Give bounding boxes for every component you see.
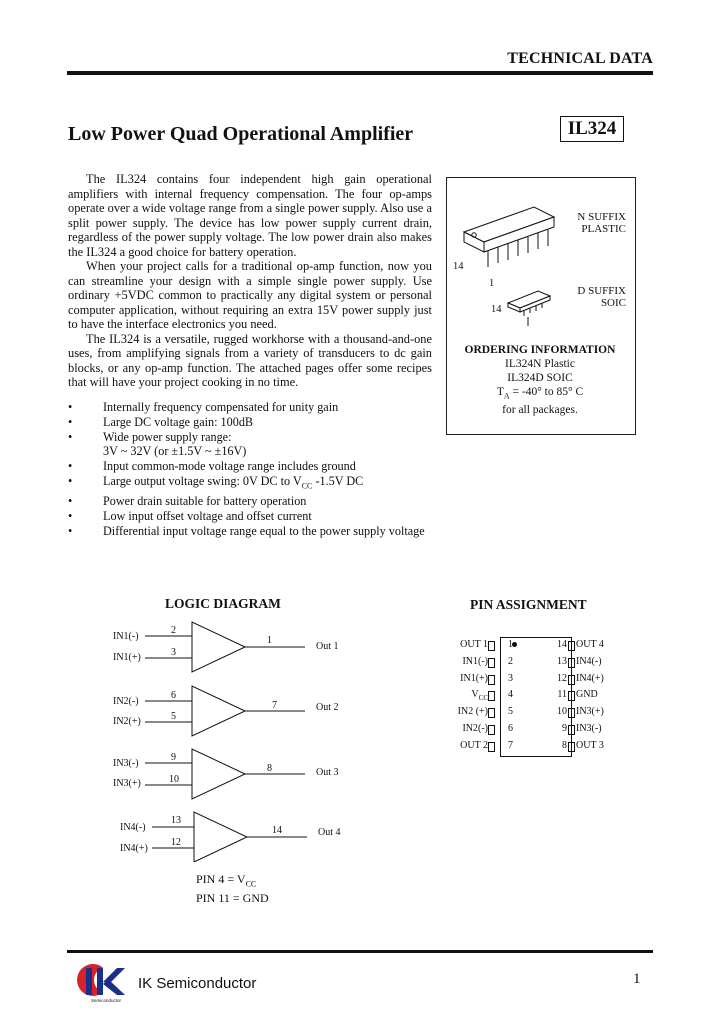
- op-amp-3: [113, 749, 339, 799]
- amp2-in-pos-label: IN2(+): [113, 716, 141, 727]
- amp4-in-neg-label: IN4(-): [120, 822, 146, 833]
- amp2-pin-pos: 5: [171, 711, 176, 722]
- pin-number: 13: [557, 655, 567, 667]
- feature-item: • Differential input voltage range equal to the power supply voltage: [68, 523, 425, 538]
- pin-pad: [568, 742, 575, 752]
- bottom-rule: [67, 950, 653, 953]
- logic-diagram: [110, 612, 370, 862]
- amp4-in-pos-label: IN4(+): [120, 843, 148, 854]
- pin-number: 10: [557, 706, 567, 718]
- pin-name: IN3(+): [576, 706, 604, 718]
- pin-row-right: [556, 672, 626, 686]
- soic-package-icon: [508, 291, 550, 326]
- amp3-pin-out: 8: [267, 763, 272, 774]
- ordering-note: for all packages.: [502, 404, 578, 417]
- pin-name: OUT 1: [460, 639, 488, 650]
- n-suffix-label: N SUFFIX: [577, 211, 626, 223]
- amp2-in-neg-label: IN2(-): [113, 696, 139, 707]
- amp1-out-label: Out 1: [316, 641, 339, 652]
- amp1-in-pos-label: IN1(+): [113, 652, 141, 663]
- amp2-out-label: Out 2: [316, 702, 339, 713]
- ordering-soic: IL324D SOIC: [507, 372, 573, 384]
- top-rule: [67, 71, 653, 75]
- feature-item: • Power drain suitable for battery operation: [68, 494, 307, 509]
- n-suffix-type: PLASTIC: [581, 223, 626, 235]
- description-paragraph: The IL324 contains four independent high gain operational amplifiers with internal frequency compensation. The four op-amps operate over a wide voltage range from a single power supply. Also use a split power supply. The device has low power supply current drain, regardless of the power supply voltage. The low power drain also makes the IL324 a good choice for battery operation.: [68, 172, 432, 259]
- pin-number: 5: [508, 706, 513, 718]
- package-drawings: [446, 177, 634, 342]
- pin-name: OUT 4: [576, 639, 604, 650]
- pin-pad: [568, 708, 575, 718]
- pin-number: 14: [557, 639, 567, 650]
- description: [68, 172, 432, 390]
- amp4-pin-neg: 13: [171, 815, 181, 826]
- pin-row-right: [556, 688, 626, 702]
- dip-package-icon: [464, 207, 554, 267]
- pin-row-left: [440, 722, 513, 736]
- amp3-in-neg-label: IN3(-): [113, 758, 139, 769]
- amp3-pin-neg: 9: [171, 752, 176, 763]
- amp4-pin-pos: 12: [171, 837, 181, 848]
- pin-row-left: [440, 688, 513, 703]
- header-tag: TECHNICAL DATA: [507, 50, 653, 67]
- amp1-in-neg-label: IN1(-): [113, 631, 139, 642]
- pin-row-right: [556, 705, 626, 719]
- amp3-out-label: Out 3: [316, 767, 339, 778]
- op-amp-2: [113, 686, 339, 736]
- pin-name: IN4(-): [576, 655, 602, 667]
- pin-name: GND: [576, 689, 598, 701]
- pin-row-left: [440, 739, 513, 753]
- part-number-box: IL324: [560, 116, 624, 142]
- pin4-note: PIN $4 = V_{CC}$: [196, 872, 257, 889]
- pin-name: IN3(-): [576, 723, 602, 734]
- soic-pin14-label: 14: [491, 304, 502, 315]
- pin-pad: [488, 725, 495, 735]
- pin-number: 7: [508, 739, 513, 751]
- pin-number: 2: [508, 655, 513, 667]
- page-title: Low Power Quad Operational Amplifier: [68, 123, 414, 145]
- pin-row-left: [440, 655, 513, 669]
- pin-number: 4: [508, 689, 513, 701]
- pin-pad: [488, 691, 495, 701]
- pin-pad: [488, 641, 495, 651]
- pin11-note: PIN 11 = GND: [196, 891, 269, 906]
- pin-row-left: [440, 705, 513, 719]
- pin-pad: [568, 725, 575, 735]
- pin-row-right: [556, 739, 626, 753]
- ik-logo-icon: [75, 962, 133, 998]
- d-suffix-label: D SUFFIX: [577, 285, 626, 297]
- pin-name: OUT 3: [576, 739, 604, 751]
- logic-diagram-title: LOGIC DIAGRAM: [165, 596, 281, 611]
- pin-name: OUT 2: [460, 739, 488, 751]
- pin-name: $V_{CC}$: [471, 689, 488, 703]
- amp4-pin-out: 14: [272, 825, 282, 836]
- feature-item: • Large output voltage swing: 0V DC to $V_{CC}$ -1.5V DC: [68, 473, 364, 491]
- pin-pad: [488, 658, 495, 668]
- pin-pad: [568, 641, 575, 651]
- pin-pad: [568, 658, 575, 668]
- pin-pad: [488, 675, 495, 685]
- amp1-pin-out: 1: [267, 635, 272, 646]
- amp3-in-pos-label: IN3(+): [113, 778, 141, 789]
- amp2-pin-neg: 6: [171, 690, 176, 701]
- pin-row-right: [556, 722, 626, 736]
- pin-name: IN4(+): [576, 672, 604, 684]
- dip-pin14-label: 14: [453, 261, 464, 272]
- pin-row-left: [440, 672, 513, 686]
- amp2-pin-out: 7: [272, 700, 277, 711]
- pin-name: IN2 (+): [457, 706, 488, 718]
- pin-pad: [488, 742, 495, 752]
- feature-item: • Large DC voltage gain: 100dB: [68, 414, 254, 429]
- pin-name: IN1(-): [462, 655, 488, 667]
- pin-row-right: [556, 655, 626, 669]
- feature-item: • Input common-mode voltage range includes ground: [68, 459, 356, 474]
- pin-pad: [488, 708, 495, 718]
- pin-number: 6: [508, 723, 513, 734]
- ordering-information: [446, 343, 634, 417]
- d-suffix-type: SOIC: [600, 297, 626, 309]
- op-amp-4: [120, 812, 341, 862]
- ordering-temp-range: $T_A = -40^\circ$ to 85° C: [496, 386, 584, 401]
- logo-subtext: Semiconductor: [91, 998, 122, 1003]
- power-pins-note: [196, 872, 269, 905]
- amp1-pin-neg: 2: [171, 625, 176, 636]
- pin-number: 11: [557, 689, 567, 701]
- pin-number: 1: [508, 639, 513, 650]
- pin-row-left: [440, 638, 513, 652]
- feature-item: • Internally frequency compensated for unity gain: [68, 400, 339, 414]
- company-name: IK Semiconductor: [138, 975, 257, 992]
- pin-number: 8: [562, 739, 567, 751]
- dip-pin1-label: 1: [489, 278, 495, 289]
- pin-number: 9: [562, 723, 567, 734]
- pin-assignment-title: PIN ASSIGNMENT: [470, 597, 587, 612]
- page-number: 1: [633, 971, 641, 987]
- feature-item: • Low input offset voltage and offset current: [68, 509, 312, 524]
- pin-name: IN1(+): [460, 672, 488, 684]
- ordering-plastic: IL324N Plastic: [505, 358, 575, 370]
- op-amp-1: [113, 622, 339, 672]
- pin-pad: [568, 675, 575, 685]
- feature-item: • Wide power supply range: 3V ~ 32V (or ±1.5V ~ ±16V): [68, 429, 247, 459]
- pin-row-right: [556, 638, 626, 652]
- amp1-pin-pos: 3: [171, 647, 176, 658]
- feature-list: [68, 400, 448, 539]
- pin-name: IN2(-): [462, 723, 488, 734]
- pin-pad: [568, 691, 575, 701]
- description-paragraph: The IL324 is a versatile, rugged workhorse with a thousand-and-one uses, from amplifying signals from a variety of transducers to dc gain blocks, or any op-amp function. The attached pages offer some recipes that will have your project cooking in no time.: [68, 331, 432, 389]
- ordering-heading: ORDERING INFORMATION: [464, 344, 616, 356]
- pin-number: 12: [557, 672, 567, 684]
- pin-number: 3: [508, 672, 513, 684]
- amp4-out-label: Out 4: [318, 827, 341, 838]
- amp3-pin-pos: 10: [169, 774, 179, 785]
- description-paragraph: When your project calls for a traditional op-amp function, now you can streamline your design with a simple single power supply. Use ordinary +5VDC common to practically any digital system or personal computer application, without requiring an extra 15V power supply just to have the interface electronics you need.: [68, 259, 432, 331]
